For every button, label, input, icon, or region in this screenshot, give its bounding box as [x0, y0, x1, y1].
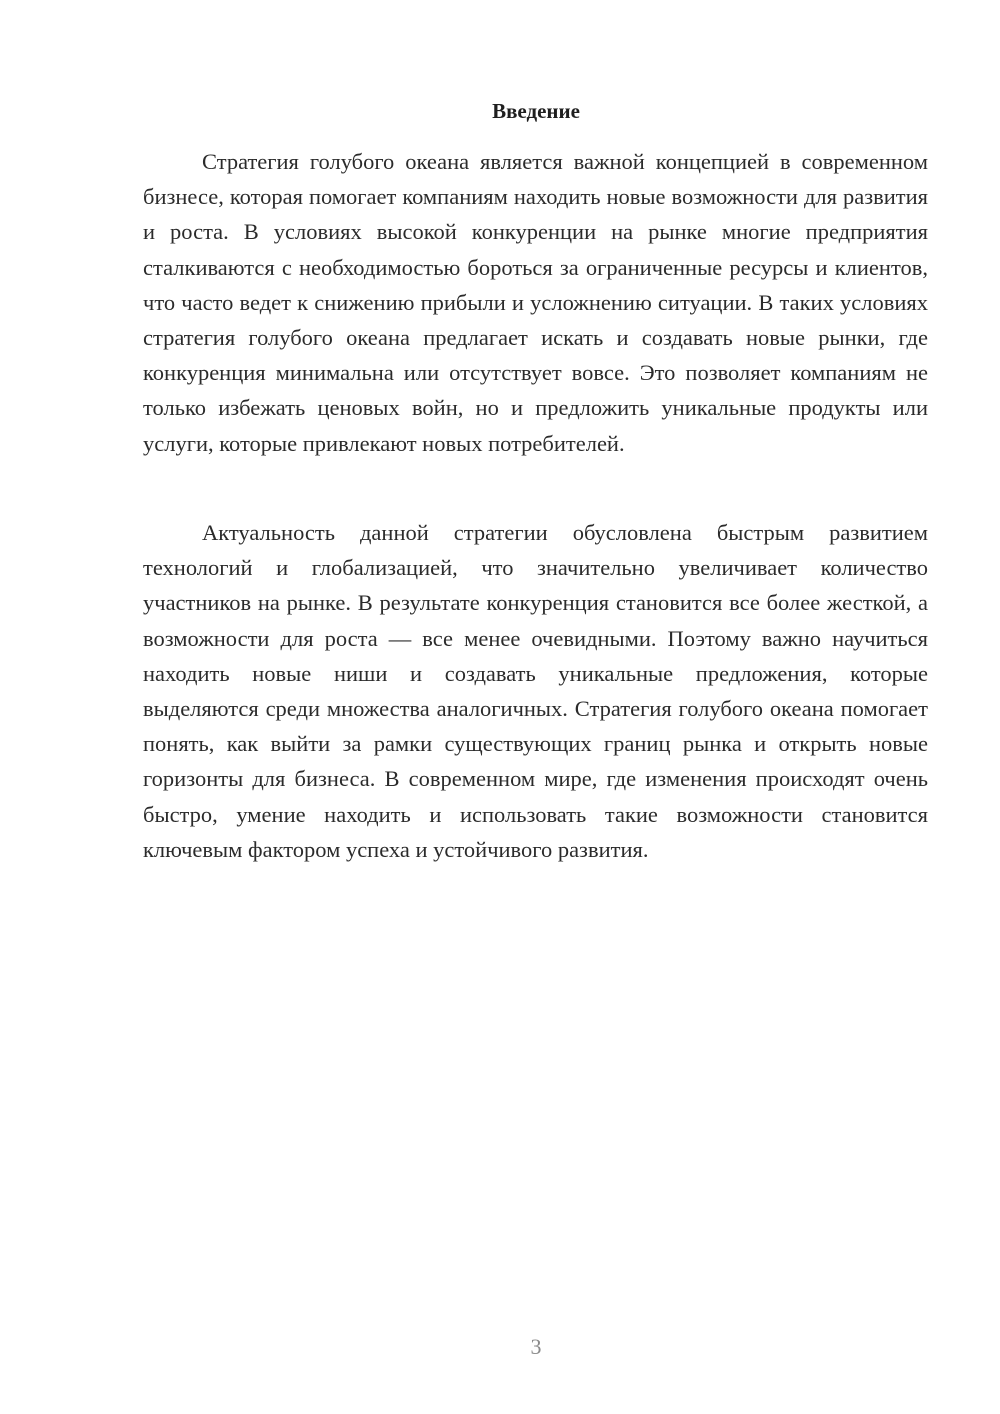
section-heading: Введение	[492, 99, 580, 123]
page-number: 3	[530, 1334, 542, 1359]
paragraph-block-1	[143, 144, 928, 461]
paragraph-2: Актуальность данной стратегии обусловлена быстрым развитием технологий и глобализацией, что значительно увеличивает количество участников на рынке. В результате конкуренция становится все более жесткой, а возможности для роста — все менее очевидными. Поэтому важно научиться находить новые ниши и создавать уникальные предложения, которые выделяются среди множества аналогичных. Стратегия голубого океана помогает понять, как выйти за рамки существующих границ рынка и открыть новые горизонты для бизнеса. В современном мире, где изменения происходят очень быстро, умение находить и использовать такие возможности становится ключевым фактором успеха и устойчивого развития.	[143, 520, 928, 862]
paragraph-1: Стратегия голубого океана является важной концепцией в современном бизнесе, которая помогает компаниям находить новые возможности для развития и роста. В условиях высокой конкуренции на рынке многие предприятия сталкиваются с необходимостью бороться за ограниченные ресурсы и клиентов, что часто ведет к снижению прибыли и усложнению ситуации. В таких условиях стратегия голубого океана предлагает искать и создавать новые рынки, где конкуренция минимальна или отсутствует вовсе. Это позволяет компаниям не только избежать ценовых войн, но и предложить уникальные продукты или услуги, которые привлекают новых потребителей.	[143, 149, 928, 456]
paragraph-block-2	[143, 515, 928, 867]
